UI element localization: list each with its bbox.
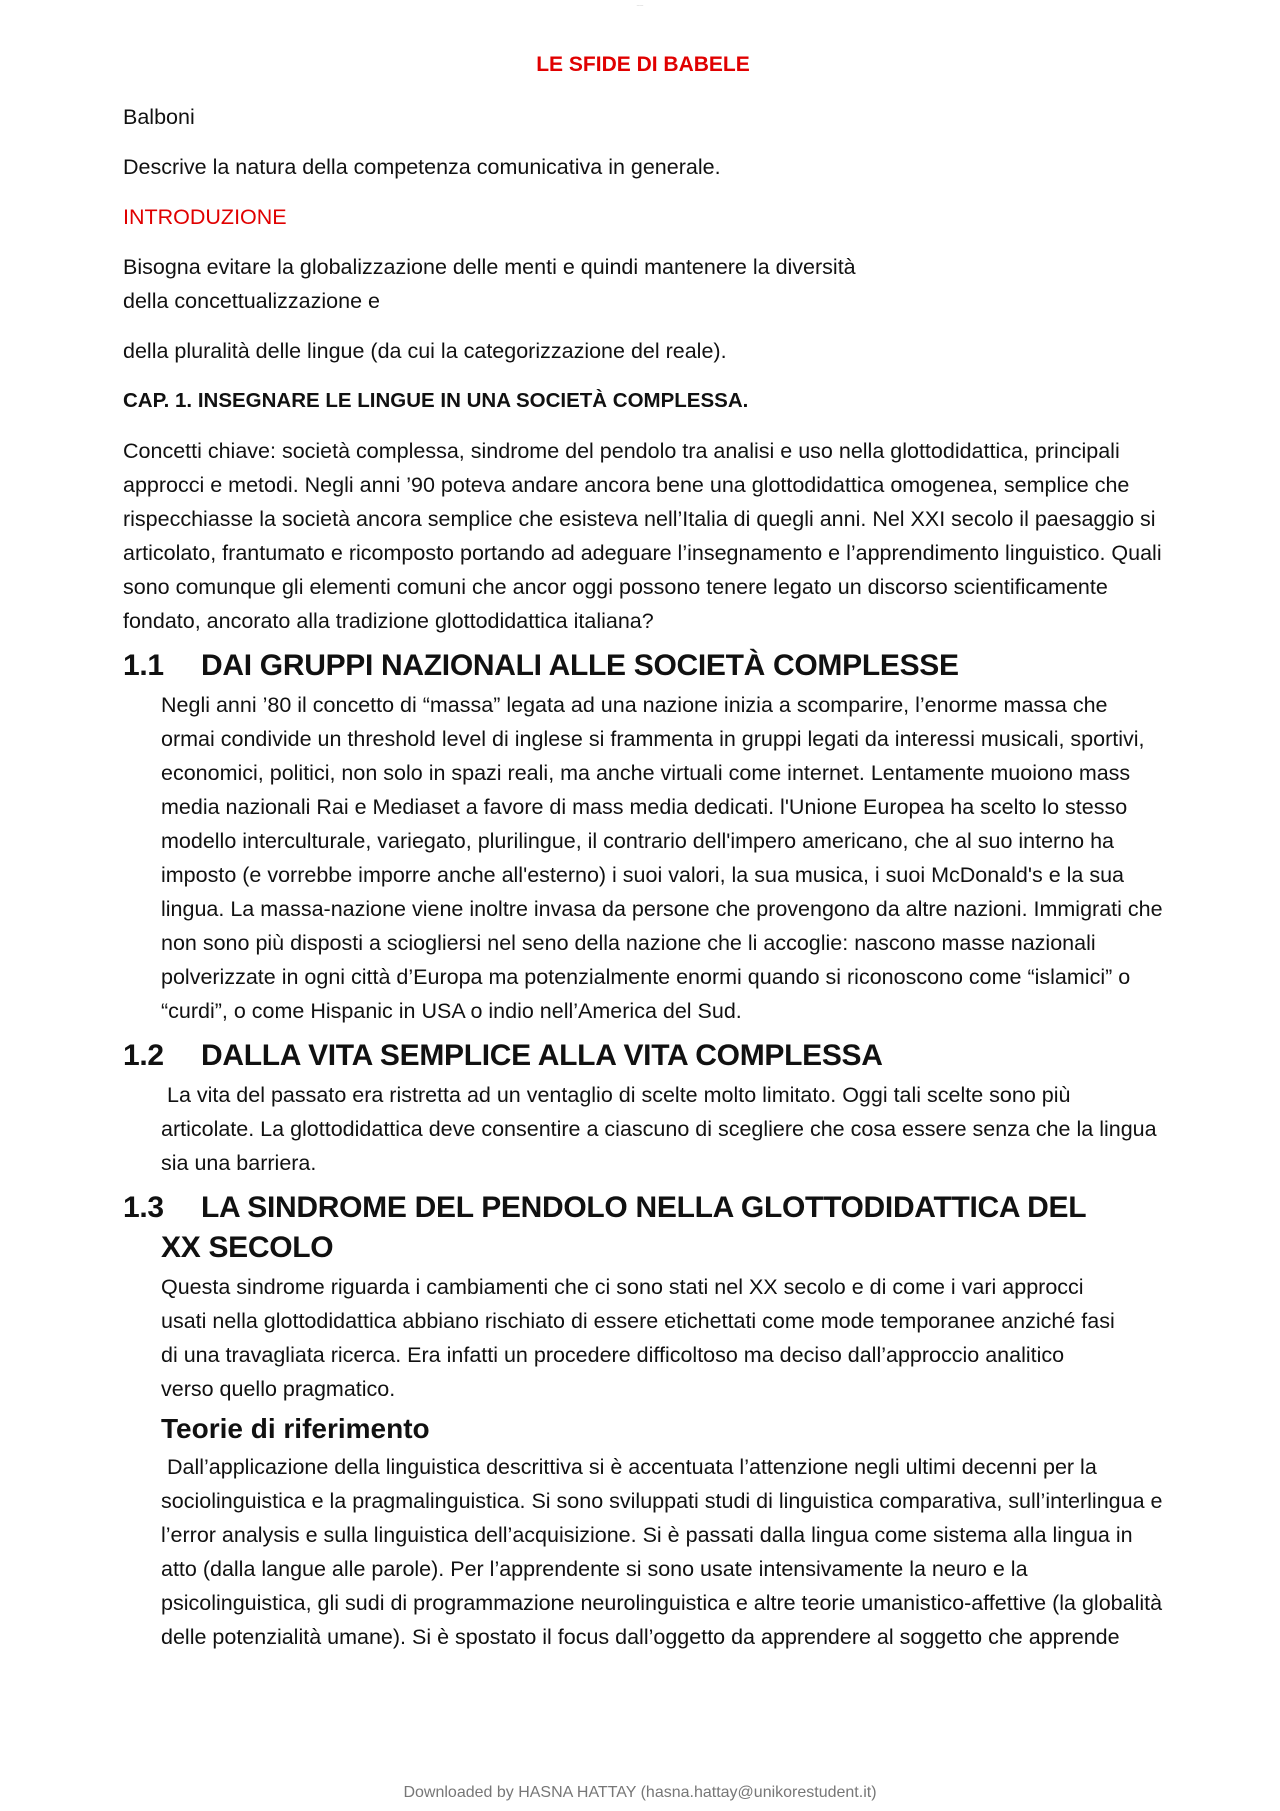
- intro-paragraph-1: Bisogna evitare la globalizzazione delle menti e quindi mantenere la diversità della concettualizzazione e: [123, 255, 856, 313]
- intro-heading: INTRODUZIONE: [123, 205, 287, 229]
- section-title: DALLA VITA SEMPLICE ALLA VITA COMPLESSA: [201, 1039, 883, 1072]
- document-content: [123, 50, 1169, 1654]
- section-body-1-1: Negli anni ’80 il concetto di “massa” legata ad una nazione inizia a scomparire, l’enorme massa che ormai condivide un threshold level di inglese si frammenta in gruppi legati da interessi musicali, sportivi, economici, politici, non solo in spazi reali, ma anche virtuali come internet. Lentamente muoiono mass media nazionali Rai e Mediaset a favore di mass media dedicati. l'Unione Europea ha scelto lo stesso modello interculturale, variegato, plurilingue, il contrario dell'impero americano, che al suo interno ha imposto (e vorrebbe imporre anche all'esterno) i suoi valori, la sua musica, i suoi McDonald's e la sua lingua. La massa-nazione viene inoltre invasa da persone che provengono da altre nazioni. Immigrati che non sono più disposti a sciogliersi nel seno della nazione che li accoglie: nascono masse nazionali polverizzate in ogni città d’Europa ma potenzialmente enormi quando si riconoscono come “islamici” o “curdi”, o come Hispanic in USA o indio nell’America del Sud.: [161, 693, 1163, 1023]
- subsection-heading: Teorie di riferimento: [161, 1413, 430, 1444]
- section-heading-1-1: [123, 646, 1163, 686]
- section-number: 1.1: [123, 649, 164, 682]
- section-body-1-2: La vita del passato era ristretta ad un ventaglio di scelte molto limitato. Oggi tali scelte sono più articolate. La glottodidattica deve consentire a ciascuno di scegliere che cosa essere senza che la lingua sia una barriera.: [161, 1083, 1163, 1175]
- section-title: LA SINDROME DEL PENDOLO NELLA GLOTTODIDATTICA DEL XX SECOLO: [161, 1191, 1086, 1264]
- author: Balboni: [123, 105, 195, 129]
- subsection-body: Dall’applicazione della linguistica descrittiva si è accentuata l’attenzione negli ultimi decenni per la sociolinguistica e la pragmalinguistica. Si sono sviluppati studi di linguistica comparativa, sull’interlingua e l’error analysis e sulla linguistica dell’acquisizione. Si è passati dalla lingua come sistema alla lingua in atto (dalla langue alle parole). Per l’apprendente si sono usate intensivamente la neuro e la psicolinguistica, gli sudi di programmazione neurolinguistica e altre teorie umanistico-affettive (la globalità delle potenzialità umane). Si è spostato il focus dall’oggetto da apprendere al soggetto che apprende: [161, 1455, 1169, 1649]
- section-heading-1-3: [123, 1188, 1121, 1268]
- description: Descrive la natura della competenza comunicativa in generale.: [123, 155, 721, 179]
- section-number: 1.3: [123, 1191, 164, 1224]
- chapter-heading: CAP. 1. INSEGNARE LE LINGUE IN UNA SOCIETÀ COMPLESSA.: [123, 389, 749, 412]
- section-body-1-3: Questa sindrome riguarda i cambiamenti che ci sono stati nel XX secolo e di come i vari approcci usati nella glottodidattica abbiano rischiato di essere etichettati come mode temporanee anziché fasi di una travagliata ricerca. Era infatti un procedere difficoltoso ma deciso dall’approccio analitico verso quello pragmatico.: [161, 1275, 1115, 1401]
- section-heading-1-2: [123, 1036, 1163, 1076]
- chapter-paragraph: Concetti chiave: società complessa, sindrome del pendolo tra analisi e uso nella glottodidattica, principali approcci e metodi. Negli anni ’90 poteva andare ancora bene una glottodidattica omogenea, semplice che rispecchiasse la società ancora semplice che esisteva nell’Italia di quegli anni. Nel XXI secolo il paesaggio si articolato, frantumato e ricomposto portando ad adeguare l’insegnamento e l’apprendimento linguistico. Quali sono comunque gli elementi comuni che ancor oggi possono tenere legato un discorso scientificamente fondato, ancorato alla tradizione glottodidattica italiana?: [123, 439, 1162, 633]
- section-title: DAI GRUPPI NAZIONALI ALLE SOCIETÀ COMPLESSE: [201, 649, 959, 682]
- section-number: 1.2: [123, 1039, 164, 1072]
- header-mark: -----: [636, 2, 644, 7]
- document-title: LE SFIDE DI BABELE: [536, 53, 750, 76]
- download-footer: Downloaded by HASNA HATTAY (hasna.hattay@unikorestudent.it): [403, 1784, 877, 1801]
- intro-paragraph-2: della pluralità delle lingue (da cui la categorizzazione del reale).: [123, 339, 727, 363]
